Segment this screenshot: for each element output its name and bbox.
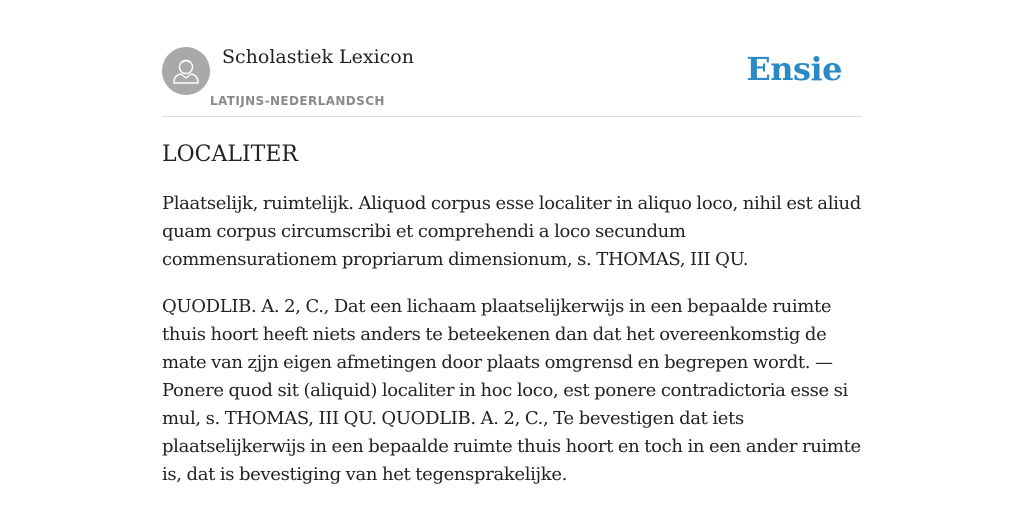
- header: [162, 46, 862, 117]
- brand-logo[interactable]: Ensie: [746, 50, 842, 88]
- entry-paragraph: Plaatselijk, ruimtelijk. Aliquod corpus esse localiter in aliquo loco, nihil est aliud quam corpus circumscribi et comprehendi a loco secundum commensurationem propriarum dimensionum, s. THOMAS, III QU.: [162, 193, 861, 270]
- entry-paragraph: QUODLIB. A. 2, C., Dat een lichaam plaatselijkerwijs in een bepaalde ruimte thuis hoort heeft niets anders te beteekenen dan dat het overeenkomstig de mate van zjjn eigen afmetingen door plaats omgrensd en begrepen wordt. — Ponere quod sit (aliquid) localiter in hoc loco, est ponere contradictoria esse si mul, s. THOMAS, III QU. QUODLIB. A. 2, C., Te bevestigen dat iets plaatselijkerwijs in een bepaalde ruimte thuis hoort en toch in een ander ruimte is, dat is bevestiging van het tegensprakelijke.: [162, 296, 861, 485]
- entry-title: LOCALITER: [162, 142, 298, 167]
- site-subtitle: LATIJNS-NEDERLANDSCH: [210, 94, 385, 108]
- site-title[interactable]: Scholastiek Lexicon: [222, 46, 414, 68]
- entry-content: [162, 140, 862, 489]
- user-icon[interactable]: [162, 47, 210, 95]
